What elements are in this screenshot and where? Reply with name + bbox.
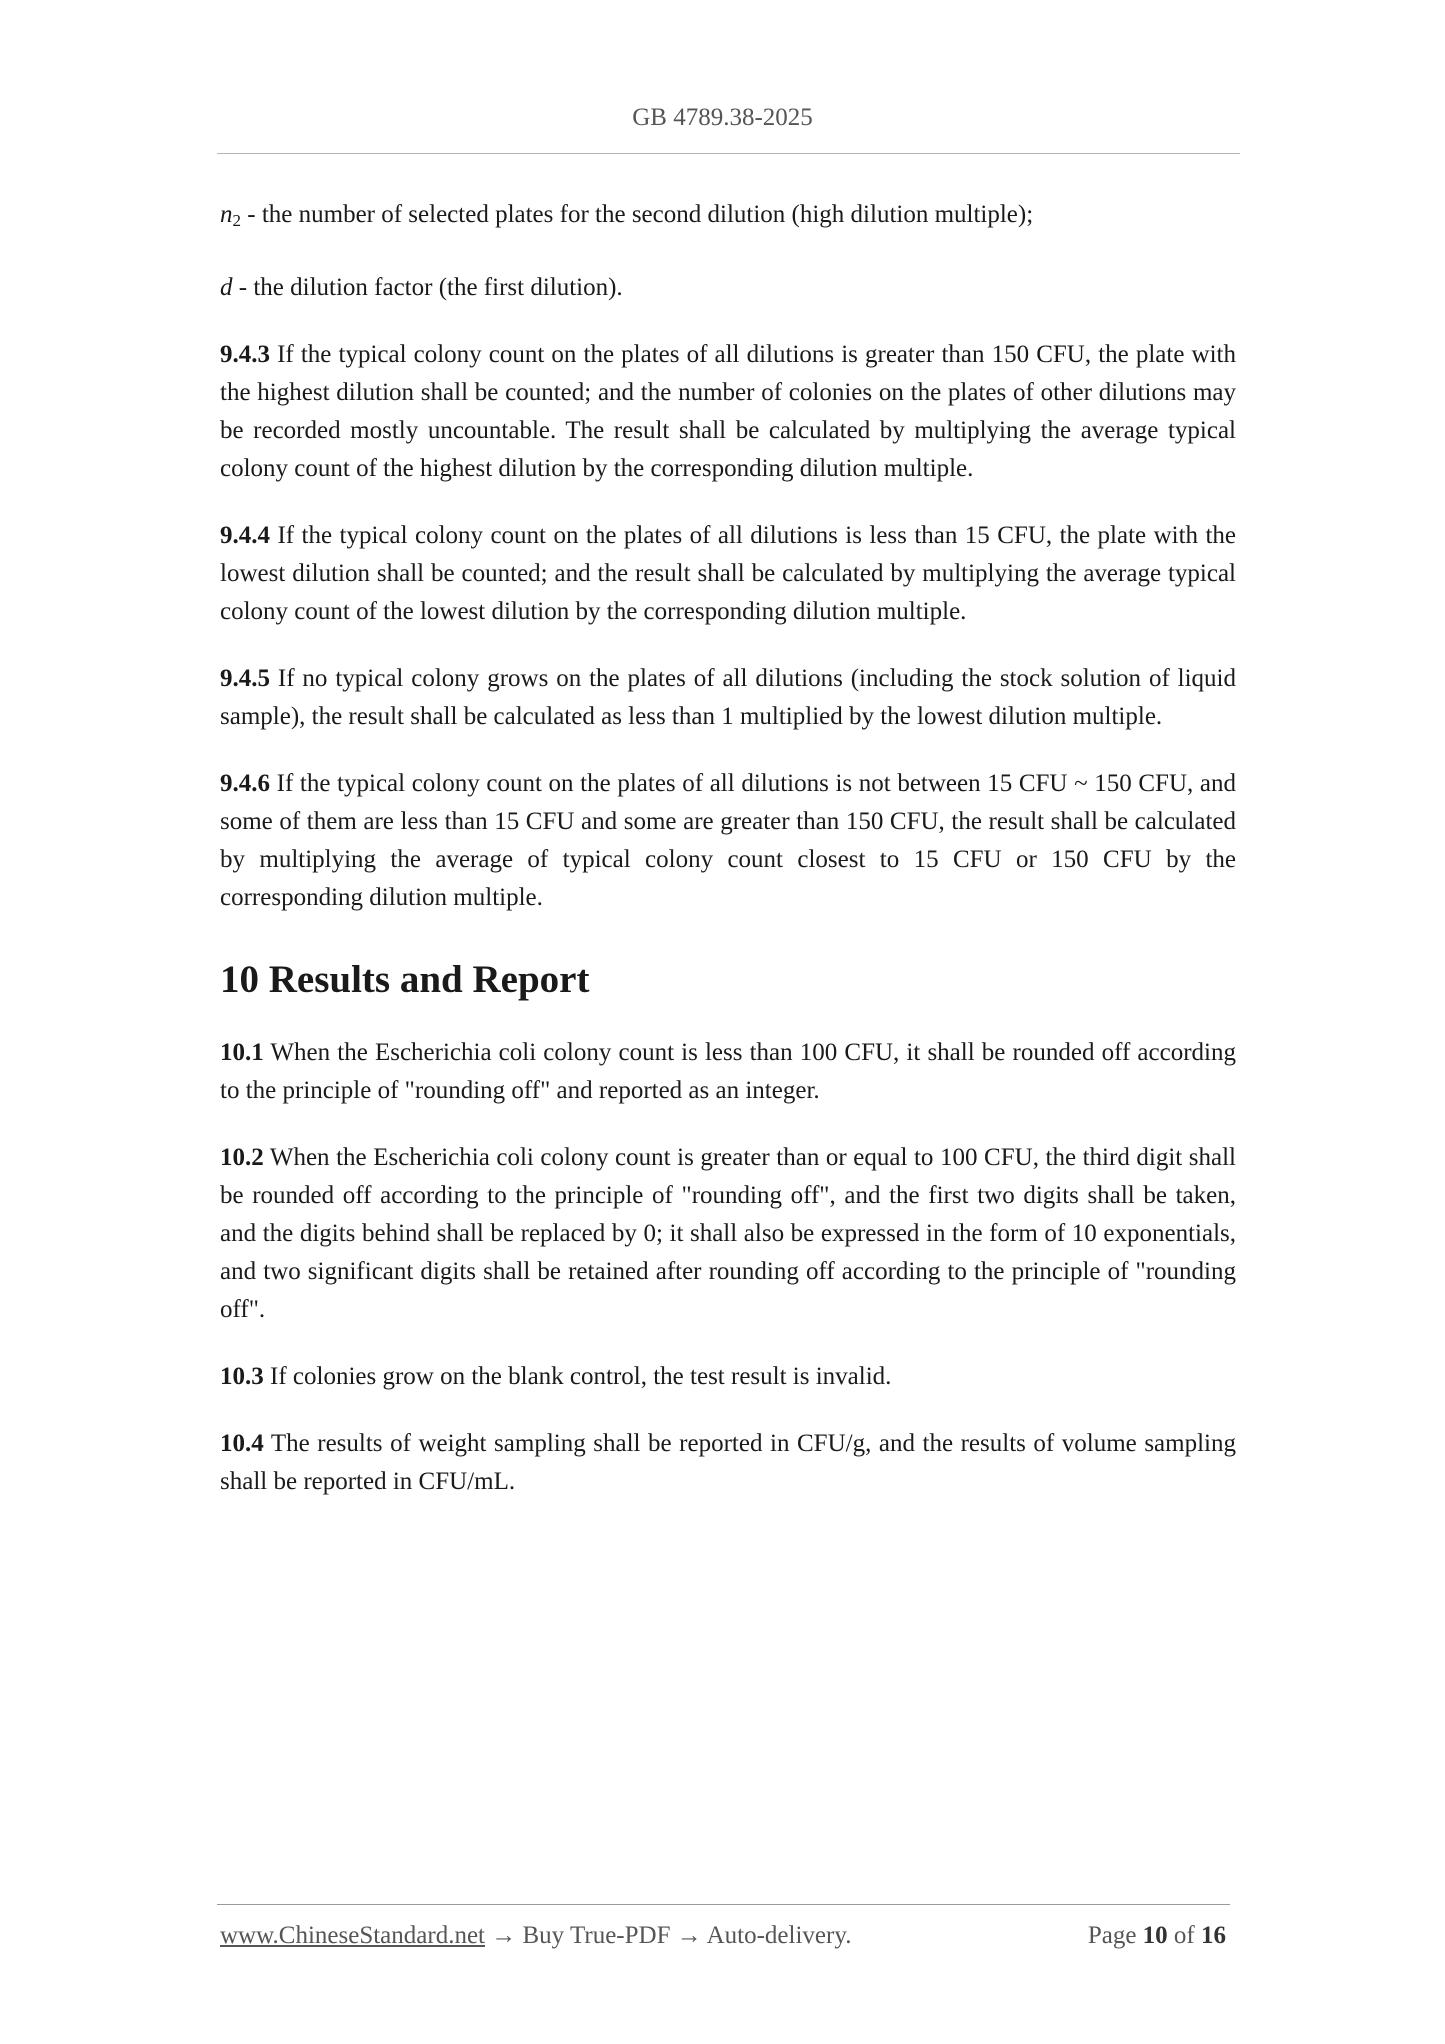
clause-text: If the typical colony count on the plates of all dilutions is greater than 150 CFU, the plate with the highest dilution shall be counted; and the number of colonies on the plates of other dilutions may be recorded mostly uncountable. The result shall be calculated by multiplying the average typical colony count of the highest dilution by the corresponding dilution multiple. — [220, 341, 1236, 482]
clause-text: When the Escherichia coli colony count is greater than or equal to 100 CFU, the third digit shall be rounded off according to the principle of "rounding off", and the first two digits shall be taken, and the digits behind shall be replaced by 0; it shall also be expressed in the form of 10 exponentials, and two significant digits shall be retained after rounding off according to the principle of "rounding off". — [220, 1144, 1236, 1323]
clause-9-4-4 — [220, 517, 1236, 631]
clause-number: 10.1 — [220, 1039, 264, 1066]
clause-text: The results of weight sampling shall be reported in CFU/g, and the results of volume sampling shall be reported in CFU/mL. — [220, 1430, 1236, 1495]
clause-number: 9.4.4 — [220, 522, 270, 549]
clause-number: 9.4.5 — [220, 665, 270, 692]
clause-10-4 — [220, 1425, 1236, 1501]
doc-id: GB 4789.38-2025 — [632, 104, 813, 131]
definition-n2 — [220, 196, 1236, 240]
page-current: 10 — [1142, 1922, 1168, 1949]
clause-text: If the typical colony count on the plates of all dilutions is less than 15 CFU, the plate with the lowest dilution shall be counted; and the result shall be calculated by multiplying the average typical colony count of the lowest dilution by the corresponding dilution multiple. — [220, 522, 1236, 625]
clause-number: 9.4.3 — [220, 341, 270, 368]
definition-subscript: 2 — [232, 211, 241, 230]
section-heading: 10 Results and Report — [220, 958, 590, 1001]
definition-text: - the number of selected plates for the second dilution (high dilution multiple); — [241, 201, 1034, 228]
page-total: 16 — [1201, 1922, 1226, 1949]
clause-number: 10.4 — [220, 1430, 264, 1457]
page-content — [220, 196, 1236, 1530]
clause-10-2 — [220, 1139, 1236, 1329]
definition-d — [220, 269, 1236, 307]
footer-tagline: → Buy True-PDF → Auto-delivery. — [485, 1922, 852, 1949]
page-word: Page — [1087, 1922, 1143, 1949]
clause-number: 10.2 — [220, 1144, 264, 1171]
document-header — [0, 104, 1445, 132]
clause-text: If no typical colony grows on the plates of all dilutions (including the stock solution of liquid sample), the result shall be calculated as less than 1 multiplied by the lowest dilution multiple. — [220, 665, 1236, 730]
clause-number: 10.3 — [220, 1363, 264, 1390]
website-link[interactable]: www.ChineseStandard.net — [220, 1922, 485, 1949]
clause-text: If colonies grow on the blank control, the test result is invalid. — [263, 1363, 892, 1390]
header-divider — [217, 153, 1240, 154]
clause-number: 9.4.6 — [220, 770, 270, 797]
clause-text: When the Escherichia coli colony count is less than 100 CFU, it shall be rounded off according to the principle of "rounding off" and reported as an integer. — [220, 1039, 1236, 1104]
page-indicator — [1088, 1922, 1226, 1950]
definition-symbol: d — [220, 274, 233, 301]
footer-divider — [217, 1904, 1230, 1905]
of-word: of — [1167, 1922, 1201, 1949]
definition-symbol: n — [220, 201, 233, 228]
clause-text: If the typical colony count on the plates of all dilutions is not between 15 CFU ~ 150 CFU, and some of them are less than 15 CFU and some are greater than 150 CFU, the result shall be calculated by multiplying the average of typical colony count closest to 15 CFU or 150 CFU by the corresponding dilution multiple. — [220, 770, 1236, 911]
footer-promo — [220, 1922, 851, 1950]
clause-10-3 — [220, 1358, 1236, 1396]
clause-9-4-3 — [220, 336, 1236, 488]
clause-9-4-6 — [220, 765, 1236, 917]
definition-text: - the dilution factor (the first dilution). — [232, 274, 623, 301]
clause-10-1 — [220, 1034, 1236, 1110]
clause-9-4-5 — [220, 660, 1236, 736]
